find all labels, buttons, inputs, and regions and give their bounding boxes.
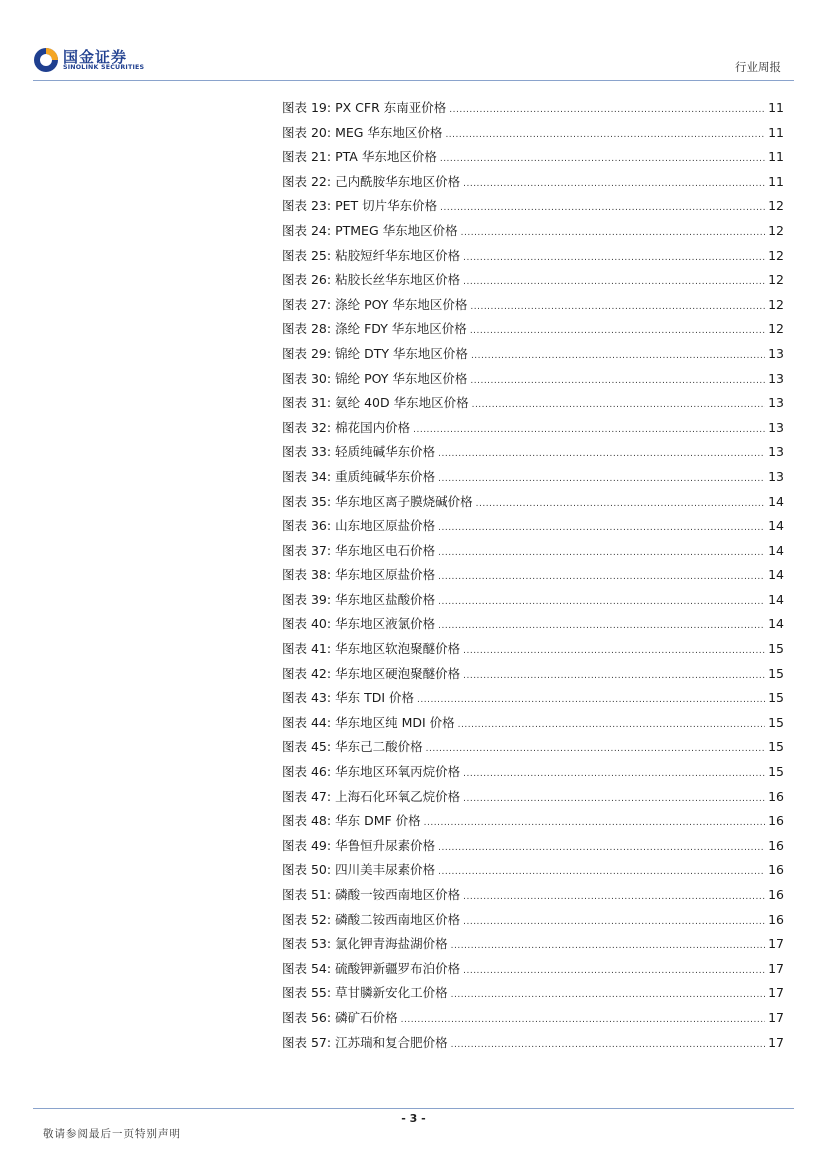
- toc-entry-page: 17: [768, 1009, 784, 1025]
- toc-dot-leader: [472, 400, 765, 410]
- toc-entry-title: 华东地区硬泡聚醚价格: [335, 665, 461, 681]
- toc-dot-leader: [438, 597, 765, 607]
- toc-dot-leader: [470, 376, 765, 386]
- toc-entry-label: 图表 44:: [282, 714, 332, 730]
- toc-dot-leader: [470, 326, 765, 336]
- toc-dot-leader: [463, 646, 765, 656]
- toc-entry-title: 华东 TDI 价格: [335, 690, 414, 706]
- toc-entry[interactable]: [282, 344, 784, 369]
- footer-divider: [33, 1108, 794, 1109]
- toc-entry-label: 图表 49:: [282, 837, 332, 853]
- toc-dot-leader: [463, 917, 765, 927]
- toc-entry-label: 图表 20:: [282, 124, 332, 140]
- toc-dot-leader: [426, 744, 765, 754]
- toc-entry-page: 15: [768, 641, 784, 657]
- toc-entry-label: 图表 21:: [282, 149, 332, 165]
- toc-entry[interactable]: [282, 442, 784, 467]
- sinolink-logo-icon: [33, 47, 59, 73]
- disclaimer-text: 敬请参阅最后一页特别声明: [43, 1128, 181, 1140]
- toc-entry[interactable]: [282, 959, 784, 984]
- toc-dot-leader: [413, 425, 765, 435]
- toc-entry[interactable]: [282, 590, 784, 615]
- toc-entry-page: 13: [768, 468, 784, 484]
- toc-entry-label: 图表 27:: [282, 296, 332, 312]
- toc-dot-leader: [417, 695, 765, 705]
- toc-entry-page: 14: [768, 493, 784, 509]
- toc-entry[interactable]: [282, 787, 784, 812]
- toc-entry-title: 涤纶 FDY 华东地区价格: [335, 321, 467, 337]
- toc-entry-title: 磷酸二铵西南地区价格: [335, 911, 461, 927]
- toc-entry-label: 图表 32:: [282, 419, 332, 435]
- company-logo: [33, 45, 163, 77]
- toc-entry-page: 16: [768, 911, 784, 927]
- toc-entry-label: 图表 48:: [282, 813, 332, 829]
- toc-entry-title: 磷酸一铵西南地区价格: [335, 887, 461, 902]
- toc-dot-leader: [438, 621, 765, 631]
- toc-entry-label: 图表 46:: [282, 764, 332, 780]
- toc-entry-label: 图表 23:: [282, 198, 332, 214]
- toc-entry-title: 山东地区原盐价格: [335, 518, 436, 534]
- toc-entry-page: 12: [768, 222, 784, 238]
- toc-entry-page: 11: [768, 173, 784, 189]
- toc-entry-label: 图表 28:: [282, 321, 332, 337]
- toc-dot-leader: [401, 1015, 765, 1025]
- toc-entry-title: 华东己二酸价格: [335, 739, 423, 755]
- toc-entry-label: 图表 51:: [282, 887, 332, 902]
- toc-entry[interactable]: [282, 221, 784, 246]
- toc-entry[interactable]: [282, 639, 784, 664]
- toc-entry-title: 华东地区原盐价格: [335, 567, 436, 583]
- toc-dot-leader: [438, 449, 765, 459]
- toc-entry-page: 17: [768, 1034, 784, 1050]
- toc-entry-page: 11: [768, 149, 784, 165]
- toc-entry-title: PTMEG 华东地区价格: [335, 222, 458, 238]
- toc-entry[interactable]: [282, 246, 784, 271]
- report-type-label: 行业周报: [735, 60, 781, 74]
- toc-dot-leader: [445, 130, 765, 140]
- toc-dot-leader: [438, 548, 765, 558]
- toc-dot-leader: [463, 769, 765, 779]
- toc-entry-page: 14: [768, 616, 784, 632]
- toc-entry-page: 12: [768, 198, 784, 214]
- toc-entry[interactable]: [282, 811, 784, 836]
- toc-entry-page: 13: [768, 395, 784, 411]
- toc-entry-page: 12: [768, 247, 784, 263]
- toc-entry[interactable]: [282, 492, 784, 517]
- toc-entry[interactable]: [282, 172, 784, 197]
- toc-entry-title: 华东地区软泡聚醚价格: [335, 641, 461, 657]
- toc-dot-leader: [438, 474, 765, 484]
- toc-dot-leader: [463, 277, 765, 287]
- toc-dot-leader: [463, 671, 765, 681]
- toc-entry[interactable]: [282, 369, 784, 394]
- toc-entry-page: 15: [768, 690, 784, 706]
- toc-dot-leader: [461, 228, 765, 238]
- toc-entry-title: 粘胶长丝华东地区价格: [335, 272, 461, 288]
- toc-entry-label: 图表 29:: [282, 345, 332, 361]
- toc-entry-title: 粘胶短纤华东地区价格: [335, 247, 461, 263]
- toc-dot-leader: [463, 179, 765, 189]
- toc-entry-label: 图表 31:: [282, 395, 332, 411]
- toc-entry[interactable]: [282, 418, 784, 443]
- toc-dot-leader: [440, 203, 765, 213]
- toc-entry-title: 轻质纯碱华东价格: [335, 444, 436, 460]
- toc-entry-title: 氯化钾青海盐湖价格: [335, 936, 448, 952]
- toc-entry-label: 图表 57:: [282, 1034, 332, 1050]
- toc-entry-title: 华鲁恒升尿素价格: [335, 837, 436, 853]
- toc-entry[interactable]: [282, 664, 784, 689]
- toc-entry[interactable]: [282, 565, 784, 590]
- toc-entry-label: 图表 42:: [282, 665, 332, 681]
- toc-entry-label: 图表 35:: [282, 493, 332, 509]
- toc-entry-page: 15: [768, 714, 784, 730]
- toc-entry-title: 涤纶 POY 华东地区价格: [335, 296, 468, 312]
- toc-entry-title: 棉花国内价格: [335, 419, 411, 435]
- toc-entry-page: 16: [768, 813, 784, 829]
- toc-entry[interactable]: [282, 836, 784, 861]
- toc-entry[interactable]: [282, 762, 784, 787]
- toc-dot-leader: [451, 941, 765, 951]
- toc-entry-title: 上海石化环氧乙烷价格: [335, 788, 461, 804]
- toc-entry[interactable]: [282, 737, 784, 762]
- toc-entry-page: 17: [768, 985, 784, 1001]
- toc-entry-label: 图表 47:: [282, 788, 332, 804]
- toc-entry-title: 己内酰胺华东地区价格: [335, 173, 461, 189]
- toc-entry[interactable]: [282, 98, 784, 123]
- toc-dot-leader: [470, 302, 765, 312]
- toc-entry-title: 重质纯碱华东价格: [335, 468, 436, 484]
- toc-dot-leader: [463, 966, 765, 976]
- toc-entry[interactable]: [282, 295, 784, 320]
- toc-entry-page: 14: [768, 518, 784, 534]
- toc-entry[interactable]: [282, 713, 784, 738]
- chart-index-list: [282, 98, 784, 1057]
- toc-entry-title: 磷矿石价格: [335, 1009, 398, 1025]
- toc-entry-page: 11: [768, 124, 784, 140]
- toc-dot-leader: [471, 351, 765, 361]
- toc-entry-page: 13: [768, 345, 784, 361]
- toc-entry[interactable]: [282, 123, 784, 148]
- toc-entry[interactable]: [282, 147, 784, 172]
- page-number: - 3 -: [401, 1112, 426, 1125]
- toc-entry-title: 华东地区纯 MDI 价格: [335, 714, 455, 730]
- toc-entry-page: 16: [768, 837, 784, 853]
- toc-entry-title: PET 切片华东价格: [335, 198, 438, 214]
- toc-entry-label: 图表 40:: [282, 616, 332, 632]
- toc-entry-title: 华东地区液氯价格: [335, 616, 436, 632]
- toc-entry-page: 15: [768, 665, 784, 681]
- toc-entry-label: 图表 45:: [282, 739, 332, 755]
- toc-entry-label: 图表 52:: [282, 911, 332, 927]
- toc-dot-leader: [476, 499, 765, 509]
- toc-entry-page: 14: [768, 567, 784, 583]
- toc-entry-label: 图表 36:: [282, 518, 332, 534]
- toc-dot-leader: [463, 253, 765, 263]
- toc-entry[interactable]: [282, 541, 784, 566]
- toc-entry[interactable]: [282, 860, 784, 885]
- toc-dot-leader: [449, 105, 765, 115]
- toc-entry-page: 15: [768, 764, 784, 780]
- toc-entry-page: 16: [768, 862, 784, 878]
- toc-entry-label: 图表 50:: [282, 862, 332, 878]
- toc-dot-leader: [438, 843, 765, 853]
- toc-entry-title: 华东地区环氧丙烷价格: [335, 764, 461, 780]
- toc-entry-label: 图表 43:: [282, 690, 332, 706]
- toc-entry-page: 14: [768, 542, 784, 558]
- toc-dot-leader: [438, 867, 765, 877]
- toc-entry[interactable]: [282, 516, 784, 541]
- toc-entry[interactable]: [282, 614, 784, 639]
- toc-entry[interactable]: [282, 1008, 784, 1033]
- toc-entry-page: 12: [768, 296, 784, 312]
- toc-entry-label: 图表 26:: [282, 272, 332, 288]
- toc-entry-page: 13: [768, 419, 784, 435]
- toc-entry-title: 四川美丰尿素价格: [335, 862, 436, 878]
- toc-dot-leader: [451, 1040, 765, 1050]
- toc-entry-label: 图表 41:: [282, 641, 332, 657]
- toc-entry-page: 13: [768, 444, 784, 460]
- toc-entry-title: PX CFR 东南亚价格: [335, 100, 447, 115]
- toc-entry[interactable]: [282, 983, 784, 1008]
- toc-entry-label: 图表 56:: [282, 1009, 332, 1025]
- toc-entry-page: 14: [768, 591, 784, 607]
- toc-dot-leader: [440, 154, 765, 164]
- toc-entry-page: 16: [768, 788, 784, 804]
- toc-entry-title: PTA 华东地区价格: [335, 149, 437, 165]
- toc-entry-page: 16: [768, 887, 784, 902]
- toc-dot-leader: [458, 720, 765, 730]
- toc-entry-title: 江苏瑞和复合肥价格: [335, 1034, 448, 1050]
- toc-entry[interactable]: [282, 319, 784, 344]
- toc-entry-label: 图表 37:: [282, 542, 332, 558]
- toc-dot-leader: [438, 523, 765, 533]
- toc-entry[interactable]: [282, 393, 784, 418]
- toc-entry-title: 草甘膦新安化工价格: [335, 985, 448, 1001]
- toc-entry-label: 图表 22:: [282, 173, 332, 189]
- page-header: [0, 0, 827, 90]
- toc-entry[interactable]: [282, 270, 784, 295]
- logo-english-name: SINOLINK SECURITIES: [63, 64, 145, 71]
- toc-entry-page: 11: [768, 100, 784, 115]
- toc-entry-title: 硫酸钾新疆罗布泊价格: [335, 960, 461, 976]
- toc-entry[interactable]: [282, 934, 784, 959]
- toc-entry-label: 图表 54:: [282, 960, 332, 976]
- toc-entry-title: 华东地区盐酸价格: [335, 591, 436, 607]
- toc-entry-page: 17: [768, 960, 784, 976]
- toc-entry[interactable]: [282, 885, 784, 910]
- toc-dot-leader: [463, 892, 765, 902]
- header-divider: [33, 80, 794, 81]
- toc-dot-leader: [451, 990, 765, 1000]
- toc-dot-leader: [424, 818, 765, 828]
- toc-entry-label: 图表 53:: [282, 936, 332, 952]
- toc-entry-label: 图表 19:: [282, 100, 332, 115]
- toc-dot-leader: [438, 572, 765, 582]
- toc-entry-label: 图表 38:: [282, 567, 332, 583]
- toc-entry-page: 17: [768, 936, 784, 952]
- toc-entry[interactable]: [282, 910, 784, 935]
- toc-entry-title: 锦纶 DTY 华东地区价格: [335, 345, 468, 361]
- toc-entry-page: 12: [768, 272, 784, 288]
- toc-entry-title: 氨纶 40D 华东地区价格: [335, 395, 469, 411]
- toc-entry-title: 锦纶 POY 华东地区价格: [335, 370, 468, 386]
- toc-entry-title: 华东地区离子膜烧碱价格: [335, 493, 473, 509]
- toc-entry-title: 华东地区电石价格: [335, 542, 436, 558]
- toc-entry[interactable]: [282, 467, 784, 492]
- toc-entry-label: 图表 25:: [282, 247, 332, 263]
- logo-chinese-name: 国金证券: [63, 48, 128, 66]
- toc-entry[interactable]: [282, 688, 784, 713]
- toc-entry-label: 图表 30:: [282, 370, 332, 386]
- toc-entry-label: 图表 39:: [282, 591, 332, 607]
- toc-entry-page: 13: [768, 370, 784, 386]
- toc-entry-title: 华东 DMF 价格: [335, 813, 421, 829]
- toc-entry-page: 12: [768, 321, 784, 337]
- toc-entry-label: 图表 34:: [282, 468, 332, 484]
- toc-entry[interactable]: [282, 1033, 784, 1058]
- toc-entry[interactable]: [282, 196, 784, 221]
- toc-dot-leader: [463, 794, 765, 804]
- toc-entry-label: 图表 33:: [282, 444, 332, 460]
- toc-entry-label: 图表 55:: [282, 985, 332, 1001]
- toc-entry-page: 15: [768, 739, 784, 755]
- toc-entry-title: MEG 华东地区价格: [335, 124, 443, 140]
- toc-entry-label: 图表 24:: [282, 222, 332, 238]
